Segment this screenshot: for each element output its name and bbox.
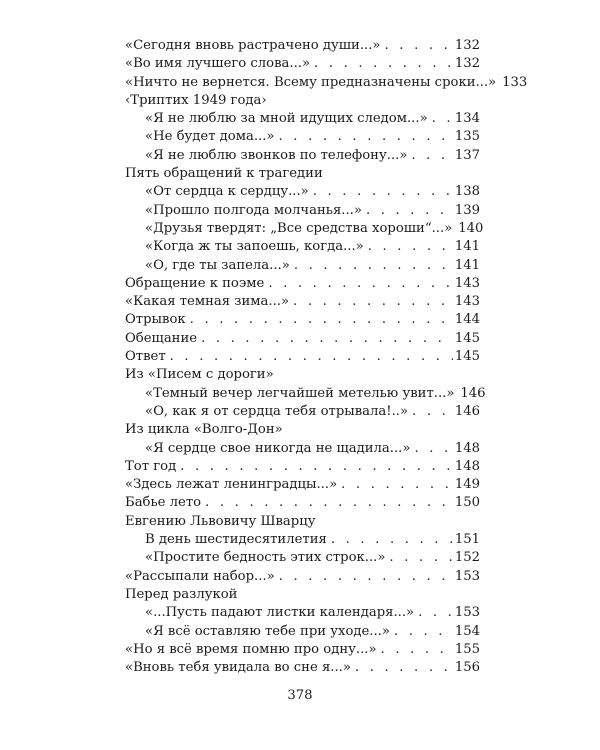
- dot-leader: [394, 623, 453, 641]
- dot-leader: [432, 110, 453, 128]
- toc-entry-title: «Я не люблю за мной идущих следом...»: [145, 111, 428, 127]
- dot-leader: [418, 604, 453, 622]
- toc-entry-page-number: 148: [454, 458, 480, 474]
- dot-leader: [279, 568, 453, 586]
- toc-entry-title: «...Пусть падают листки календаря...»: [145, 605, 415, 621]
- toc-entry-title: «От сердца к сердцу...»: [145, 184, 309, 200]
- toc-entry: [125, 476, 480, 494]
- toc-entry: [125, 202, 480, 220]
- toc-entry-page-number: 153: [454, 605, 480, 621]
- toc-entry-title: Евгению Львовичу Шварцу: [125, 513, 316, 529]
- toc-entry-page-number: 133: [502, 74, 528, 90]
- toc-entry-title: «О, как я от сердца тебя отрывала!..»: [145, 403, 409, 419]
- toc-entry-title: «Я сердце свое никогда не щадила...»: [145, 440, 411, 456]
- toc-entry-title: «Я не люблю звонков по телефону...»: [145, 147, 408, 163]
- toc-entry-page-number: 138: [454, 184, 480, 200]
- toc-entry-title: Ответ: [125, 349, 166, 365]
- toc-entry-title: Бабье лето: [125, 495, 202, 511]
- toc-entry-title: «Когда ж ты запоешь, когда...»: [145, 239, 364, 255]
- toc-entry: [125, 311, 480, 329]
- toc-entry: [125, 440, 480, 458]
- toc-entry-page-number: 143: [454, 294, 480, 310]
- toc-entry-title: «Темный вечер легчайшей метелью увит...»: [145, 385, 455, 401]
- toc-entry: [125, 110, 480, 128]
- toc-entry-title: ‹Триптих 1949 года›: [125, 92, 267, 108]
- dot-leader: [293, 293, 453, 311]
- toc-entry: [125, 604, 480, 622]
- dot-leader: [180, 458, 453, 476]
- toc-entry-page-number: 141: [454, 239, 480, 255]
- toc-entry: [125, 568, 480, 586]
- toc-entry: [125, 220, 484, 238]
- toc-entry: [125, 74, 528, 92]
- dot-leader: [331, 531, 453, 549]
- toc-entry: [125, 641, 480, 659]
- page-number: 378: [287, 688, 313, 703]
- toc-entry: [125, 531, 480, 549]
- toc-entry: [125, 275, 480, 293]
- toc-entry: [125, 403, 480, 421]
- toc-entry: [125, 623, 480, 641]
- toc-entry: [125, 183, 480, 201]
- toc-entry-title: «Я всё оставляю тебе при уходе...»: [145, 623, 390, 639]
- toc-entry-page-number: 145: [454, 349, 480, 365]
- toc-entry-page-number: 150: [454, 495, 480, 511]
- toc-entry-page-number: 156: [454, 660, 480, 676]
- toc-entry-page-number: 148: [454, 440, 480, 456]
- toc-entry-page-number: 153: [454, 568, 480, 584]
- toc-entry-page-number: 154: [454, 623, 480, 639]
- toc-entry: [125, 55, 480, 73]
- toc-entry-title: Тот год: [125, 458, 177, 474]
- toc-entry-title: Перед разлукой: [125, 586, 238, 602]
- toc-entry-title: В день шестидесятилетия: [145, 532, 327, 548]
- dot-leader: [170, 348, 453, 366]
- toc-entry: [125, 659, 480, 677]
- toc-entry: [125, 238, 480, 256]
- toc-entry: [125, 494, 480, 512]
- dot-leader: [412, 403, 453, 421]
- toc-entry-title: «Друзья твердят: „Все средства хороши“...»: [145, 220, 453, 236]
- toc-entry-page-number: 135: [454, 129, 480, 145]
- toc-entry-page-number: 139: [454, 202, 480, 218]
- toc-section-heading: [125, 165, 480, 183]
- toc-section-heading: [125, 92, 480, 110]
- dot-leader: [385, 37, 453, 55]
- toc-entry-title: «Во имя лучшего слова...»: [125, 56, 311, 72]
- toc-entry-title: Пять обращений к трагедии: [125, 166, 323, 182]
- toc-entry-title: Из «Писем с дороги»: [125, 367, 274, 383]
- toc-entry-page-number: 155: [454, 641, 480, 657]
- toc-section-heading: [125, 513, 480, 531]
- dot-leader: [205, 494, 453, 512]
- toc-entry: [125, 348, 480, 366]
- toc-entry-title: «Простите бедность этих строк...»: [145, 550, 386, 566]
- toc-entry-title: «Прошло полгода молчанья...»: [145, 202, 362, 218]
- toc-entry-page-number: 132: [454, 56, 480, 72]
- toc-entry: [125, 37, 480, 55]
- dot-leader: [366, 202, 453, 220]
- toc-section-heading: [125, 586, 480, 604]
- dot-leader: [313, 183, 453, 201]
- toc-entry: [125, 147, 480, 165]
- toc-entry-page-number: 145: [454, 330, 480, 346]
- toc-entry-title: Обращение к поэме: [125, 275, 265, 291]
- toc-entry-page-number: 146: [460, 385, 486, 401]
- toc-entry-page-number: 132: [454, 38, 480, 53]
- toc-entry-page-number: 141: [454, 257, 480, 273]
- toc-entry-title: «Здесь лежат ленинградцы...»: [125, 477, 338, 493]
- dot-leader: [381, 641, 453, 659]
- dot-leader: [355, 659, 453, 677]
- toc-entry: [125, 330, 480, 348]
- toc-entry-page-number: 152: [454, 550, 480, 566]
- dot-leader: [341, 476, 453, 494]
- toc-entry-title: «Рассыпали набор...»: [125, 568, 275, 584]
- dot-leader: [268, 275, 453, 293]
- dot-leader: [201, 330, 453, 348]
- toc-entry-title: «О, где ты запела...»: [145, 257, 290, 273]
- toc-section-heading: [125, 421, 480, 439]
- toc-entry: [125, 458, 480, 476]
- toc-entry-title: «Вновь тебя увидала во сне я...»: [125, 660, 351, 676]
- toc-entry-page-number: 137: [454, 147, 480, 163]
- dot-leader: [368, 238, 453, 256]
- toc-entry-title: Из цикла «Волго-Дон»: [125, 422, 283, 438]
- toc-entry-page-number: 140: [458, 220, 484, 236]
- toc-entry-title: «Ничто не вернется. Всему предназначены сроки...»: [125, 74, 497, 90]
- table-of-contents: [125, 37, 528, 677]
- toc-entry-page-number: 144: [454, 312, 480, 328]
- toc-entry-title: «Сегодня вновь растрачено души...»: [125, 38, 381, 53]
- toc-entry-page-number: 146: [454, 403, 480, 419]
- dot-leader: [279, 128, 453, 146]
- toc-entry: [125, 257, 480, 275]
- dot-leader: [190, 311, 453, 329]
- toc-section-heading: [125, 366, 480, 384]
- toc-entry-page-number: 149: [454, 477, 480, 493]
- toc-entry-title: Обещание: [125, 330, 198, 346]
- dot-leader: [294, 257, 453, 275]
- toc-entry-page-number: 134: [454, 111, 480, 127]
- toc-entry-title: «Но я всё время помню про одну...»: [125, 641, 377, 657]
- toc-entry: [125, 549, 480, 567]
- dot-leader: [411, 147, 452, 165]
- toc-entry: [125, 128, 480, 146]
- dot-leader: [314, 55, 453, 73]
- toc-entry-title: «Какая темная зима...»: [125, 294, 290, 310]
- toc-entry-page-number: 151: [454, 532, 480, 548]
- toc-entry-title: Отрывок: [125, 312, 186, 328]
- toc-entry: [125, 293, 480, 311]
- dot-leader: [414, 440, 452, 458]
- toc-entry: [125, 385, 486, 403]
- dot-leader: [389, 549, 452, 567]
- toc-entry-page-number: 143: [454, 275, 480, 291]
- toc-entry-title: «Не будет дома...»: [145, 129, 275, 145]
